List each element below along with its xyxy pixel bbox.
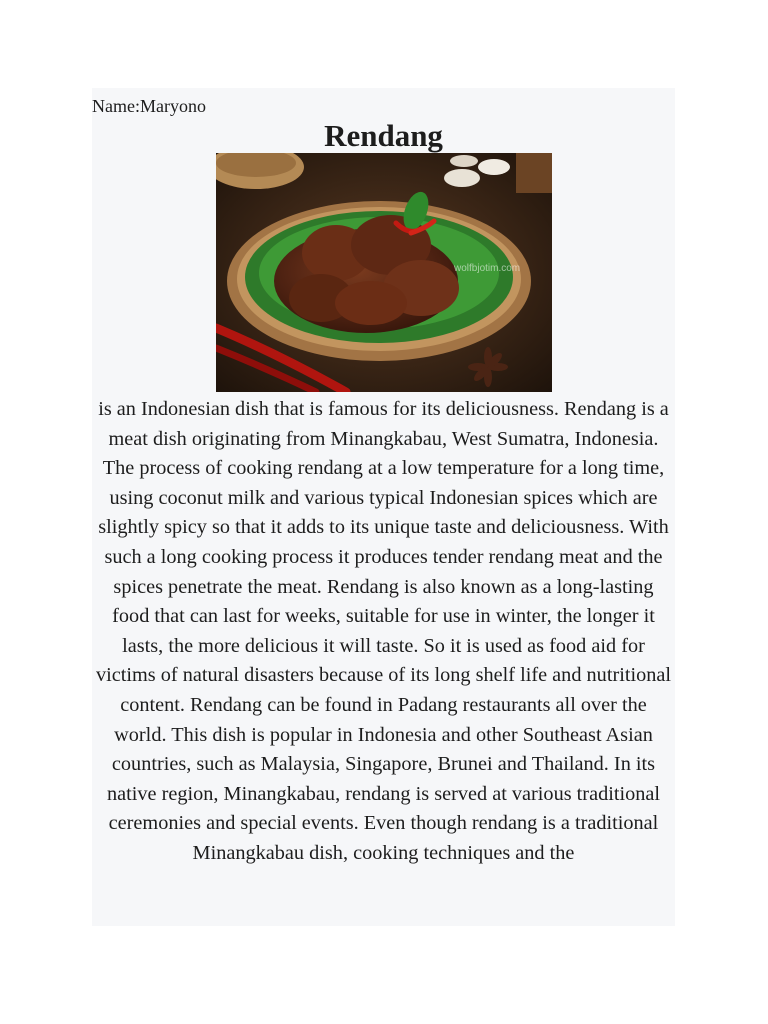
body-paragraph: is an Indonesian dish that is famous for its deliciousness. Rendang is a meat dish originating from Minangkabau, West Sumatra, Indonesia. The process of cooking rendang at a low temperature for a long time, using coconut milk and various typical Indonesian spices which are slightly spicy so that it adds to its unique taste and deliciousness. With such a long cooking process it produces tender rendang meat and the spices penetrate the meat. Rendang is also known as a long-lasting food that can last for weeks, suitable for use in winter, the longer it lasts, the more delicious it will taste. So it is used as food aid for victims of natural disasters because of its long shelf life and nutritional content. Rendang can be found in Padang restaurants all over the world. This dish is popular in Indonesia and other Southeast Asian countries, such as Malaysia, Singapore, Brunei and Thailand. In its native region, Minangkabau, rendang is served at various traditional ceremonies and special events. Even though rendang is a traditional Minangkabau dish, cooking techniques and the	[95, 398, 672, 864]
document-page	[92, 88, 675, 926]
photo-watermark: wolfbjotim.com	[454, 263, 521, 274]
author-name: Name:Maryono	[92, 96, 206, 116]
rendang-photo	[216, 153, 552, 392]
document-title: Rendang	[324, 118, 443, 153]
